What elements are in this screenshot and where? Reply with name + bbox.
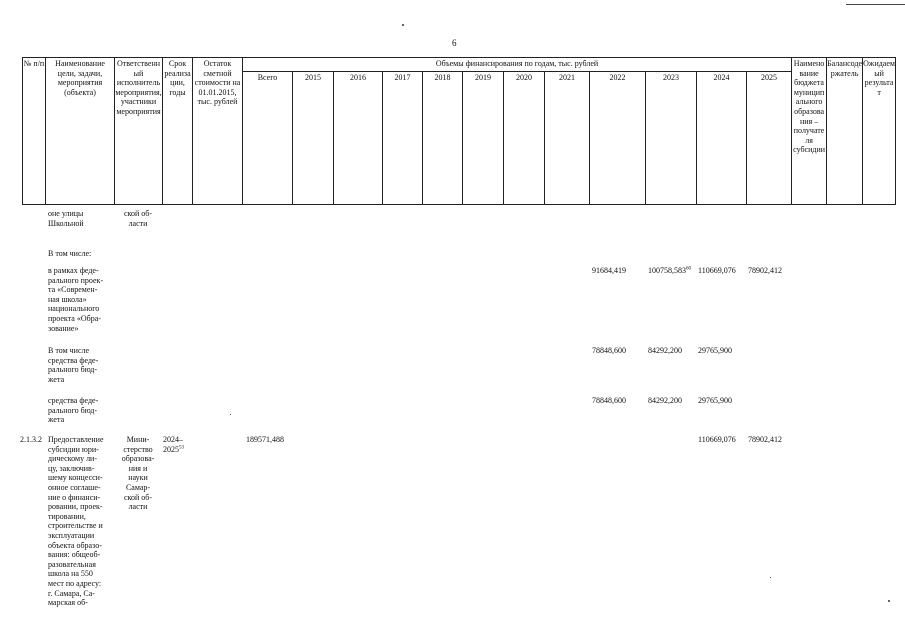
row-incl-label: В том числе: — [48, 249, 92, 258]
scan-speck — [402, 24, 404, 26]
fed-budget-2022: 78848,600 — [592, 396, 626, 405]
item-2025: 78902,412 — [748, 435, 782, 444]
item-2024: 110669,076 — [698, 435, 736, 444]
fed-project-2022: 91684,419 — [592, 266, 626, 275]
fed-project-2024: 110669,076 — [698, 266, 736, 275]
scan-speck — [770, 577, 771, 578]
header-year-2024: 2024 — [697, 72, 747, 205]
header-year-2023: 2023 — [646, 72, 697, 205]
row-fed-project-name: в рамках феде- рального проек- та «Современ- ная школа» национального проекта «Обра- зование» — [48, 266, 104, 333]
scan-speck — [888, 600, 890, 602]
header-year-total: Всего — [243, 72, 293, 205]
incl-fed-budget-2024: 29765,900 — [698, 346, 732, 355]
fed-budget-2023: 84292,200 — [648, 396, 682, 405]
table-header — [22, 57, 896, 205]
row-cont-responsible: ской об- ласти — [123, 209, 153, 228]
item-total: 189571,488 — [246, 435, 284, 444]
footnote-ref: 53 — [179, 444, 184, 450]
header-name: Наименование цели, задачи, мероприятия (объекта) — [46, 58, 115, 205]
page-number: 6 — [452, 38, 457, 48]
header-funding-group: Объемы финансирования по годам, тыс. рублей — [243, 58, 792, 72]
header-balance: Остаток сметной стоимости на 01.01.2015, тыс. рублей — [193, 58, 243, 205]
header-result: Ожидаемый результат — [863, 58, 896, 205]
fed-project-2023: 100758,583$^{60}$ — [648, 266, 691, 275]
item-responsible: Мини- стерство образова- ния и науки Самар- ской об- ласти — [121, 435, 155, 512]
header-recipient: Наименование бюджета муниципального образования – получателя субсидии — [792, 58, 827, 205]
row-incl-fed-budget-name: В том числе средства феде- рального бюд- жета — [48, 346, 99, 384]
incl-fed-budget-2022: 78848,600 — [592, 346, 626, 355]
header-year-2016: 2016 — [334, 72, 383, 205]
header-year-2015: 2015 — [293, 72, 334, 205]
header-year-2022: 2022 — [590, 72, 646, 205]
fed-project-2025: 78902,412 — [748, 266, 782, 275]
item-period: 2024– 2025$^{53}$ — [163, 435, 184, 454]
header-year-2019: 2019 — [463, 72, 504, 205]
header-responsible: Ответственный исполнитель мероприятия, участники мероприятия — [115, 58, 163, 205]
scan-speck — [230, 414, 231, 415]
header-holder: Балансодержатель — [827, 58, 863, 205]
item-number: 2.1.3.2 — [20, 435, 42, 444]
header-year-2018: 2018 — [423, 72, 463, 205]
row-cont-name: оне улицы Школьной — [48, 209, 84, 228]
header-year-2017: 2017 — [383, 72, 423, 205]
header-period: Срок реализации, годы — [163, 58, 193, 205]
header-year-2020: 2020 — [504, 72, 545, 205]
scan-edge-line — [846, 4, 905, 5]
footnote-ref: 60 — [686, 266, 691, 272]
incl-fed-budget-2023: 84292,200 — [648, 346, 682, 355]
header-num: № п/п — [23, 58, 46, 205]
fed-budget-2024: 29765,900 — [698, 396, 732, 405]
header-year-2021: 2021 — [545, 72, 590, 205]
header-year-2025: 2025 — [747, 72, 792, 205]
item-name: Предоставление субсидии юри- дическому ли- цу, заключив- шему концесси- онное соглаше- ние о финанси- ровании, проек- тировании, строительстве и эксплуатации объекта образо- вания: общеоб- разовательная школа на 550 мест по адресу: г. Самара, Са- марская об- — [48, 435, 104, 608]
row-fed-budget-name: средства феде- рального бюд- жета — [48, 396, 99, 425]
